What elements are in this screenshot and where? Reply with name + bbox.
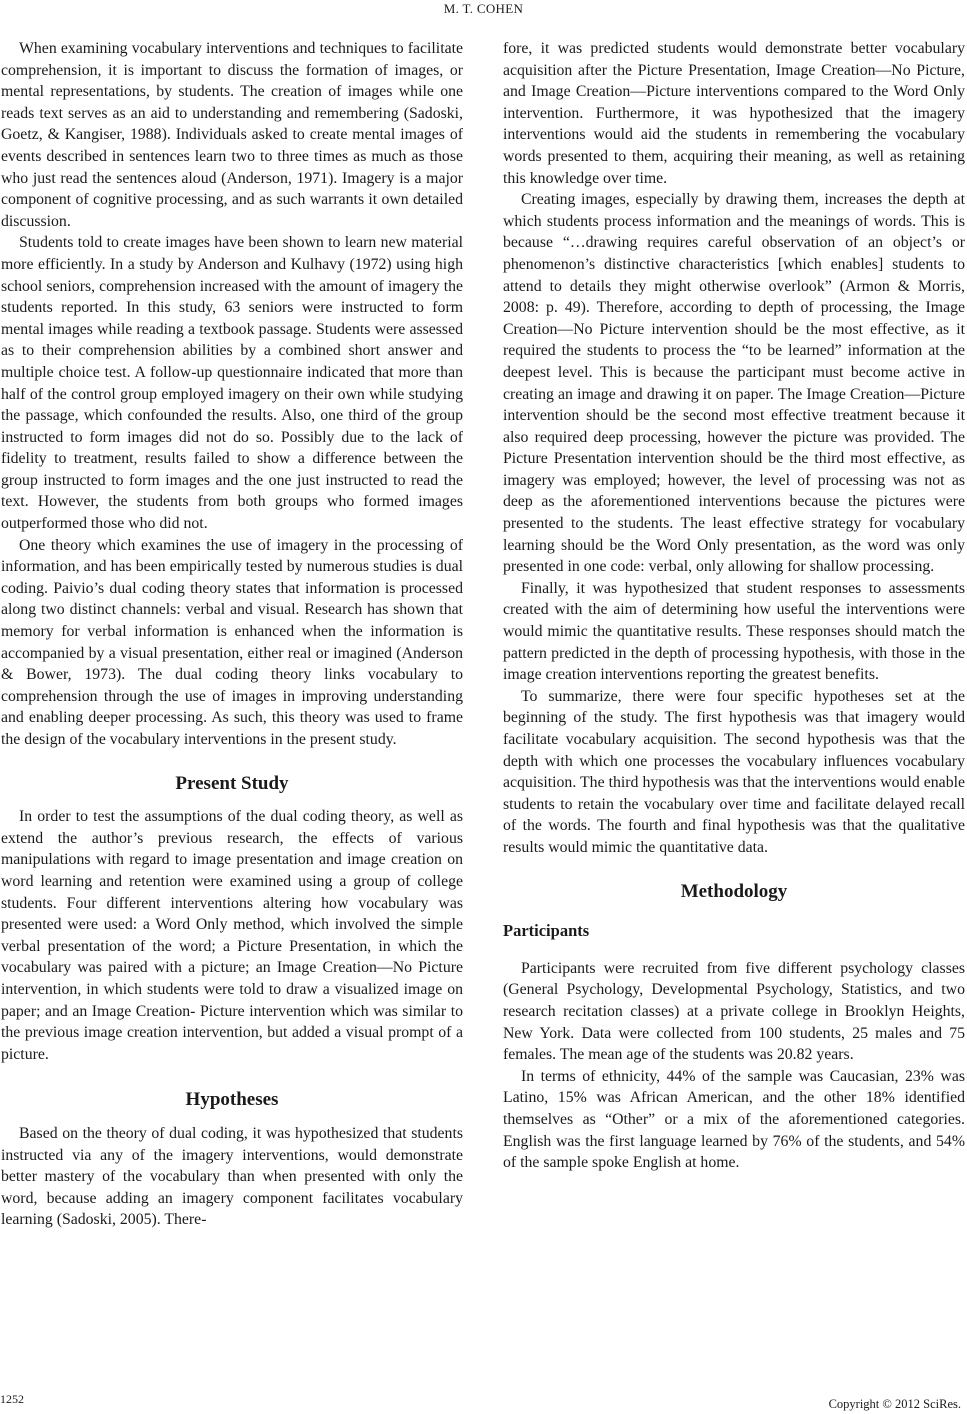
section-heading-methodology: Methodology	[680, 880, 788, 902]
paragraph: fore, it was predicted students would demonstrate better vocabulary acquisition after the Picture Presentation, Image Creation—No Picture, and Image Creation—Picture interventions compared to the Word Only intervention. Furthermore, it was hypothesized that the imagery interventions would aid the students in remembering the vocabulary words presented to them, acquiring their meaning, as well as retaining this knowledge over time.	[503, 40, 965, 187]
running-head: M. T. COHEN	[443, 1, 524, 16]
subsection-heading-participants: Participants	[503, 921, 590, 941]
right-column	[503, 38, 965, 1174]
paragraph: When examining vocabulary interventions and techniques to facilitate comprehension, it is important to discuss the formation of images, or mental representations, by students. The creation of images while one reads text serves as an aid to understanding and remembering (Sadoski, Goetz, & Kangiser, 1988). Individuals asked to create mental images of events described in sentences learn two to three times as much as those who just read the sentences aloud (Anderson, 1971). Imagery is a major component of cognitive processing, and as such warrants it own detailed discussion.	[1, 40, 463, 230]
left-column	[1, 38, 463, 1231]
paragraph: In terms of ethnicity, 44% of the sample was Caucasian, 23% was Latino, 15% was African American, and the other 18% identified themselves as “Other” or a mix of the aforementioned categories. English was the first language learned by 76% of the students, and 54% of the sample spoke English at home.	[503, 1067, 965, 1172]
paragraph: Based on the theory of dual coding, it was hypothesized that students instructed via any of the imagery interventions, would demonstrate better mastery of the vocabulary than when presented with only the word, because adding an imagery component facilitates vocabulary learning (Sadoski, 2005). There-	[1, 1124, 463, 1229]
section-heading-hypotheses: Hypotheses	[185, 1089, 279, 1111]
paragraph: One theory which examines the use of imagery in the processing of information, and has been empirically tested by numerous studies is dual coding. Paivio’s dual coding theory states that information is processed along two distinct channels: verbal and visual. Research has shown that memory for verbal information is enhanced when the information is accompanied by a visual presentation, either real or imagined (Anderson & Bower, 1973). The dual coding theory links vocabulary to comprehension through the use of images in improving understanding and enabling deeper processing. As such, this theory was used to frame the design of the vocabulary interventions in the present study.	[1, 536, 463, 748]
paragraph: To summarize, there were four specific hypotheses set at the beginning of the study. The first hypothesis was that imagery would facilitate vocabulary acquisition. The second hypothesis was that the depth with which one processes the vocabulary influences vocabulary acquisition. The third hypothesis was that the interventions would enable students to retain the vocabulary over time and facilitate delayed recall of the words. The fourth and final hypothesis was that the qualitative results would mimic the quantitative data.	[503, 687, 965, 856]
copyright-notice: Copyright © 2012 SciRes.	[828, 1397, 961, 1411]
page-number: 1252	[0, 1392, 24, 1406]
paragraph: Creating images, especially by drawing them, increases the depth at which students process information and the meanings of words. This is because “…drawing requires careful observation of an object’s or phenomenon’s distinctive characteristics [which enables] students to attend to details they might otherwise overlook” (Armon & Morris, 2008: p. 49). Therefore, according to depth of processing, the Image Creation—No Picture intervention should be the most effective, as it required the students to process the “to be learned” information at the deepest level. This is because the participant must become active in creating an image and drawing it on paper. The Image Creation—Picture intervention should be the second most effective treatment because it also required deep processing, however the picture was provided. The Picture Presentation intervention should be the third most effective, as imagery was employed; however, the level of processing was not as deep as the aforementioned interventions because the pictures were presented to the students. The least effective strategy for vocabulary learning should be the Word Only presentation, as the word was only presented in one code: verbal, only allowing for shallow processing.	[503, 191, 965, 576]
paragraph: Finally, it was hypothesized that student responses to assessments created with the aim of determining how useful the interventions were would mimic the quantitative results. These responses should match the pattern predicted in the depth of processing hypothesis, with those in the image creation interventions reporting the greatest benefits.	[503, 579, 965, 684]
paragraph: Participants were recruited from five different psychology classes (General Psychology, Developmental Psychology, Statistics, and two research recitation classes) at a private college in Brooklyn Heights, New York. Data were collected from 100 students, 25 males and 75 females. The mean age of the students was 20.82 years.	[503, 959, 965, 1064]
section-heading-present-study: Present Study	[175, 772, 289, 794]
paragraph: In order to test the assumptions of the dual coding theory, as well as extend the author’s previous research, the effects of various manipulations with regard to image presentation and image creation on word learning and retention were examined using a group of college students. Four different interventions altering how vocabulary was presented were used: a Word Only method, which involved the simple verbal presentation of the word; a Picture Presentation, in which the vocabulary was paired with a picture; an Image Creation—No Picture intervention, in which students were told to draw a visualized image on paper; and an Image Creation- Picture intervention which was similar to the previous image creation intervention, but added a visual prompt of a picture.	[1, 808, 463, 1063]
paragraph: Students told to create images have been shown to learn new material more efficiently. In a study by Anderson and Kulhavy (1972) using high school seniors, comprehension increased with the amount of imagery the students reported. In this study, 63 seniors were instructed to form mental images while reading a textbook passage. Students were assessed as to their comprehension abilities by a combined short answer and multiple choice test. A follow-up questionnaire indicated that more than half of the control group employed imagery on their own while studying the passage, which confounded the results. Also, one third of the group instructed to form images did not do so. Possibly due to the lack of fidelity to treatment, results failed to show a difference between the group instructed to form images and the one just instructed to read the text. However, the students from both groups who formed images outperformed those who did not.	[1, 234, 463, 533]
